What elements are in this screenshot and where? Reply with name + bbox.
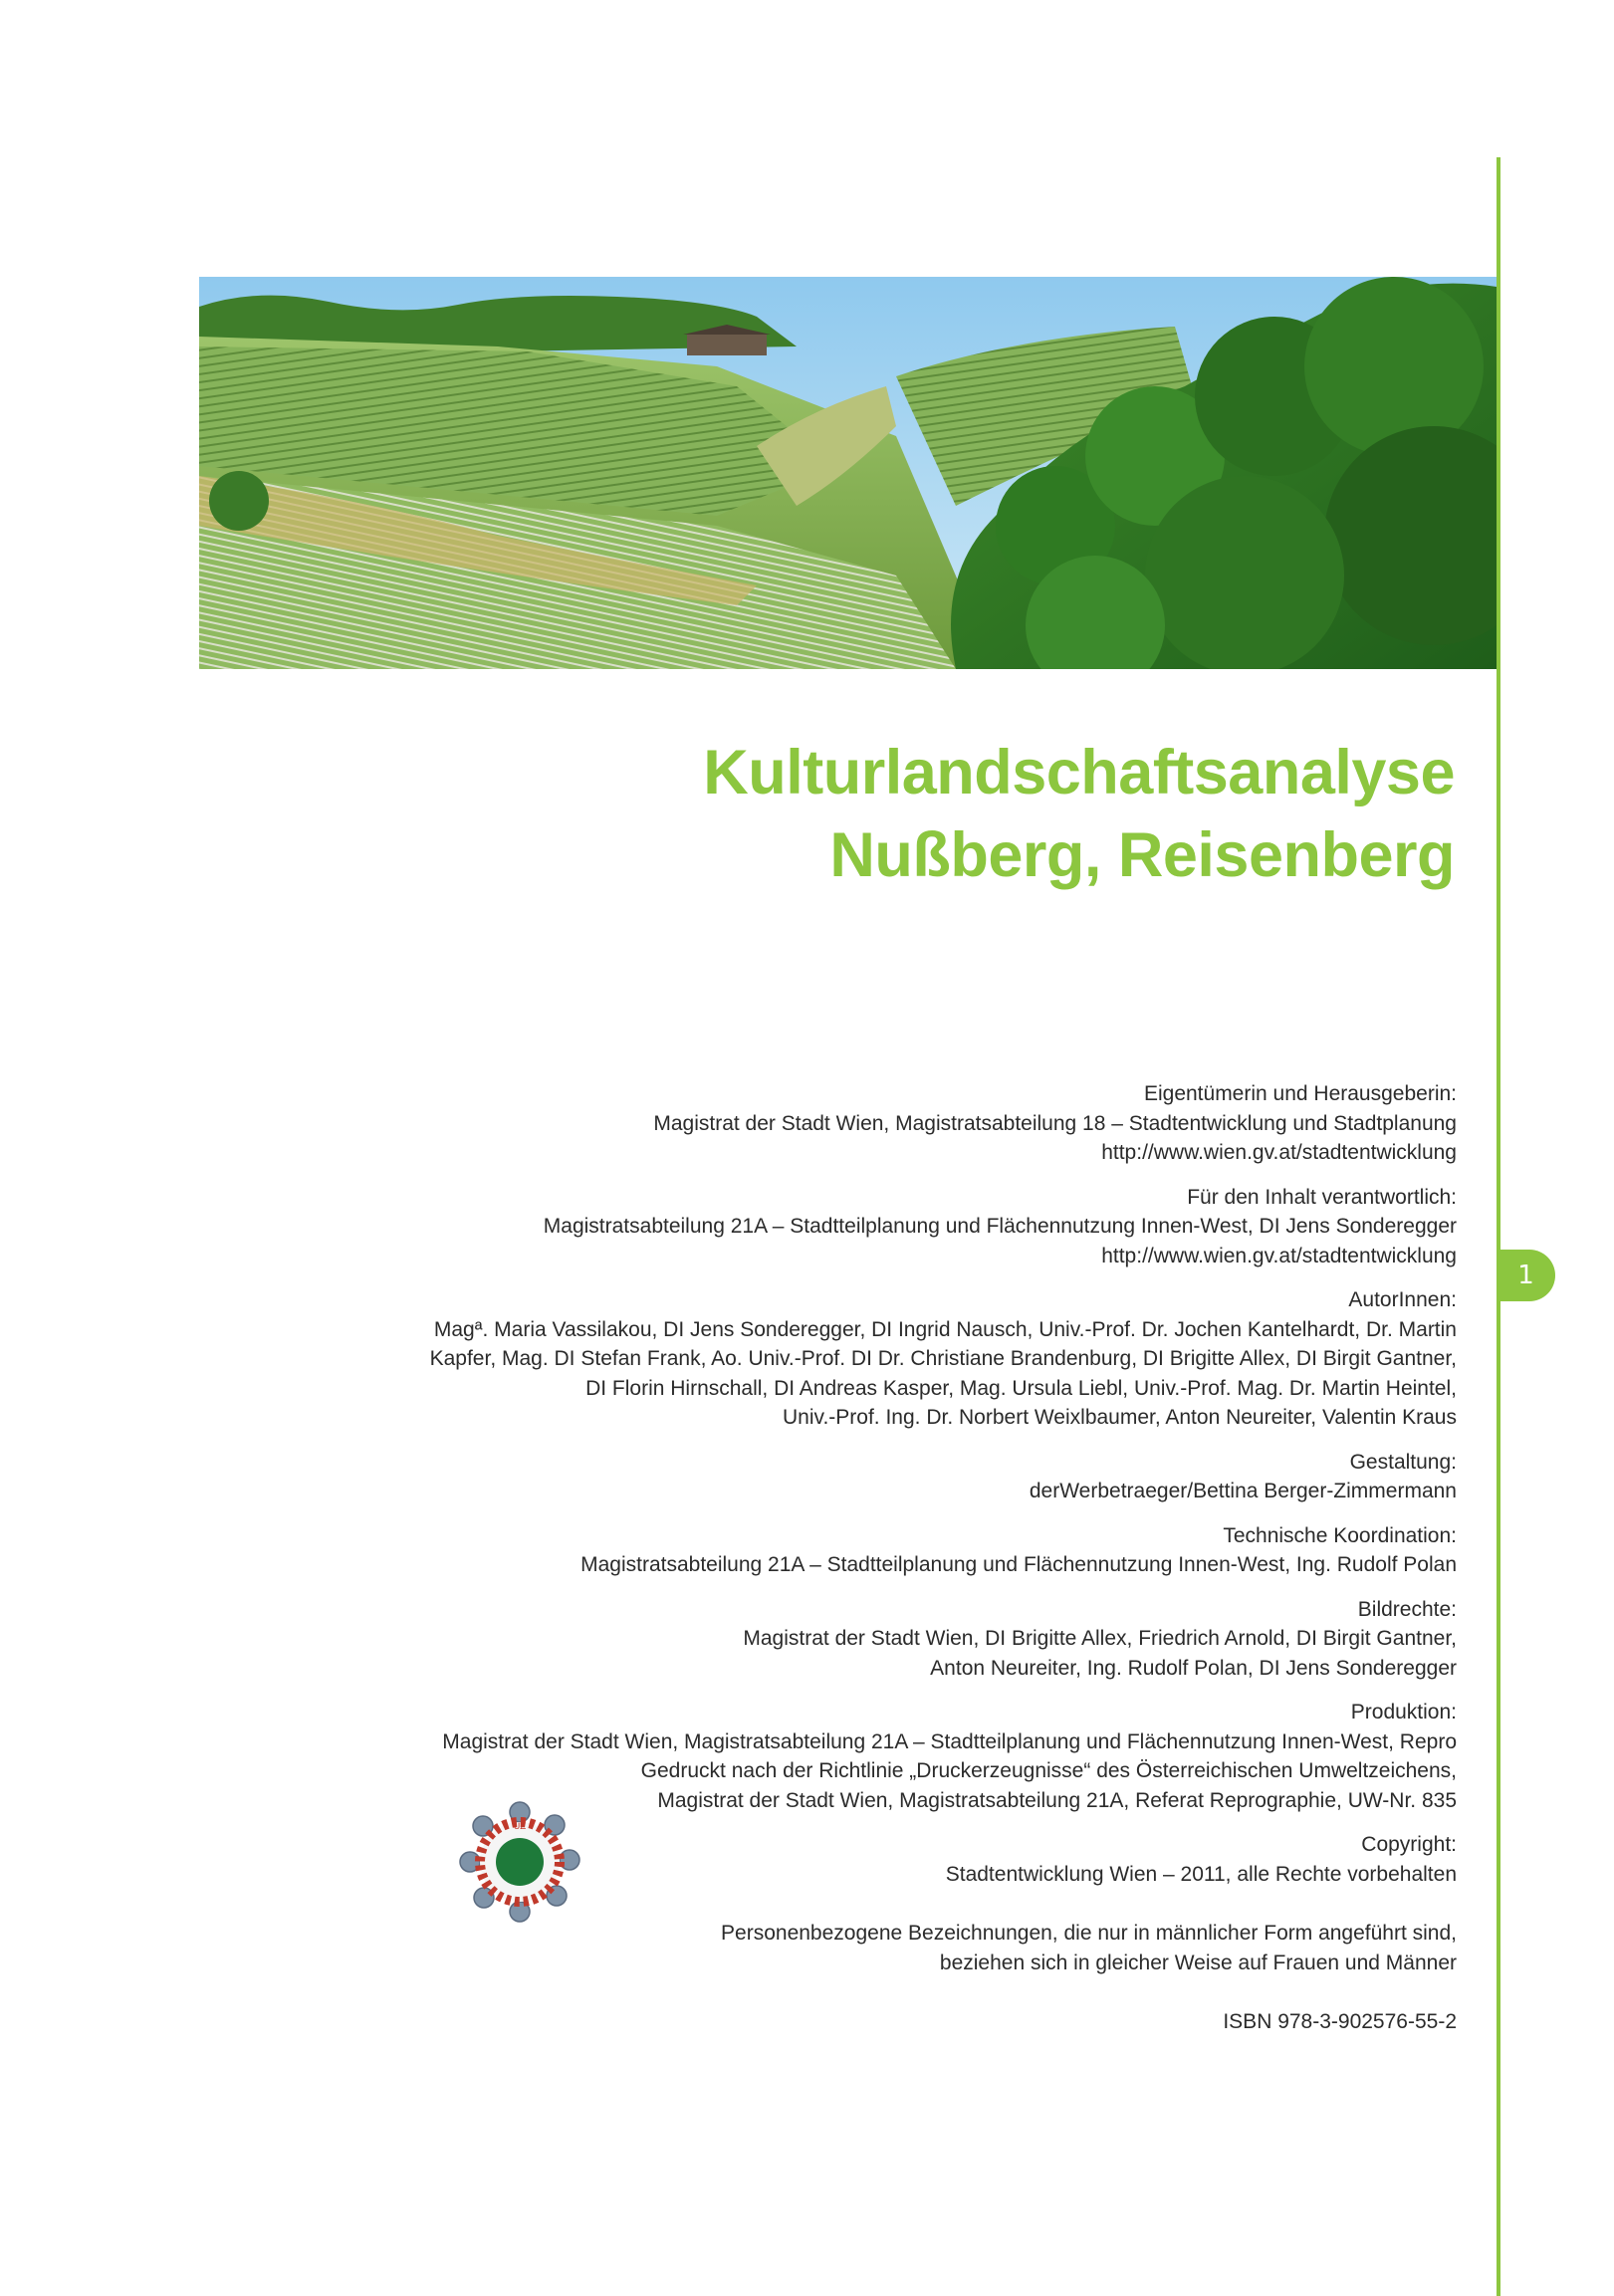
isbn: ISBN 978-3-902576-55-2 [1223, 2010, 1457, 2033]
imprint-line: Magistrat der Stadt Wien, Magistratsabteilung 21A – Stadtteilplanung und Flächennutzung Innen-West, Repro [442, 1729, 1457, 1753]
imprint-design [63, 1448, 1457, 1506]
imprint-line: Kapfer, Mag. DI Stefan Frank, Ao. Univ.-Prof. DI Dr. Christiane Brandenburg, DI Brigitte Allex, DI Birgit Gantner, [429, 1347, 1457, 1370]
imprint-heading: AutorInnen: [1348, 1288, 1457, 1311]
imprint-heading: Produktion: [1350, 1701, 1457, 1723]
imprint-owner [63, 1079, 1457, 1168]
imprint-production [63, 1698, 1457, 1815]
imprint-line: Anton Neureiter, Ing. Rudolf Polan, DI Jens Sonderegger [930, 1656, 1457, 1680]
imprint-line: Magistratsabteilung 21A – Stadtteilplanung und Flächennutzung Innen-West, Ing. Rudolf Polan [580, 1553, 1457, 1576]
imprint-heading: Für den Inhalt verantwortlich: [1187, 1185, 1457, 1209]
austrian-ecolabel-icon [458, 1800, 581, 1924]
accent-rule [1497, 157, 1500, 2296]
imprint-copyright [63, 1830, 1457, 1889]
imprint-note [63, 1919, 1457, 1977]
imprint-line: Gedruckt nach der Richtlinie „Druckerzeugnisse“ des Österreichischen Umweltzeichens, [640, 1759, 1457, 1782]
imprint-line: Magistrat der Stadt Wien, Magistratsabteilung 18 – Stadtentwicklung und Stadtplanung [653, 1111, 1457, 1135]
imprint-heading: Technische Koordination: [1223, 1523, 1457, 1547]
imprint [63, 1079, 1457, 2037]
page-number-tab: 1 [1497, 1250, 1555, 1301]
imprint-link[interactable]: http://www.wien.gv.at/stadtentwicklung [1101, 1244, 1457, 1267]
imprint-line: beziehen sich in gleicher Weise auf Frauen und Männer [939, 1951, 1457, 1974]
imprint-heading: Copyright: [1361, 1833, 1457, 1856]
imprint-authors [63, 1285, 1457, 1433]
imprint-heading: Gestaltung: [1349, 1450, 1457, 1474]
imprint-image-rights [63, 1595, 1457, 1684]
document-title [359, 732, 1455, 897]
imprint-line: derWerbetraeger/Bettina Berger-Zimmermann [1029, 1480, 1457, 1502]
imprint-coordination [63, 1521, 1457, 1580]
imprint-line: DI Florin Hirnschall, DI Andreas Kasper, Mag. Ursula Liebl, Univ.-Prof. Mag. Dr. Martin Heintel, [585, 1376, 1457, 1400]
imprint-line: Personenbezogene Bezeichnungen, die nur in männlicher Form angeführt sind, [721, 1922, 1457, 1945]
title-line-1: Kulturlandschaftsanalyse [703, 738, 1455, 807]
imprint-line: Magistrat der Stadt Wien, Magistratsabteilung 21A, Referat Reprographie, UW-Nr. 835 [657, 1788, 1457, 1812]
imprint-line: Magistratsabteilung 21A – Stadtteilplanung und Flächennutzung Innen-West, DI Jens Sonderegger [543, 1215, 1457, 1238]
imprint-line: Univ.-Prof. Ing. Dr. Norbert Weixlbaumer, Anton Neureiter, Valentin Kraus [783, 1406, 1457, 1429]
imprint-line: Magª. Maria Vassilakou, DI Jens Sonderegger, DI Ingrid Nausch, Univ.-Prof. Dr. Jochen Kantelhardt, Dr. Martin [433, 1317, 1457, 1341]
imprint-heading: Bildrechte: [1357, 1597, 1457, 1621]
imprint-heading: Eigentümerin und Herausgeberin: [1143, 1082, 1457, 1105]
imprint-line: Magistrat der Stadt Wien, DI Brigitte Allex, Friedrich Arnold, DI Birgit Gantner, [743, 1627, 1457, 1650]
svg-text:UZ: UZ [513, 1822, 527, 1832]
hero-landscape-photo [199, 277, 1497, 669]
imprint-line: Stadtentwicklung Wien – 2011, alle Rechte vorbehalten [945, 1862, 1457, 1886]
imprint-link[interactable]: http://www.wien.gv.at/stadtentwicklung [1101, 1141, 1457, 1164]
title-line-2: Nußberg, Reisenberg [829, 820, 1455, 890]
imprint-responsible [63, 1183, 1457, 1271]
